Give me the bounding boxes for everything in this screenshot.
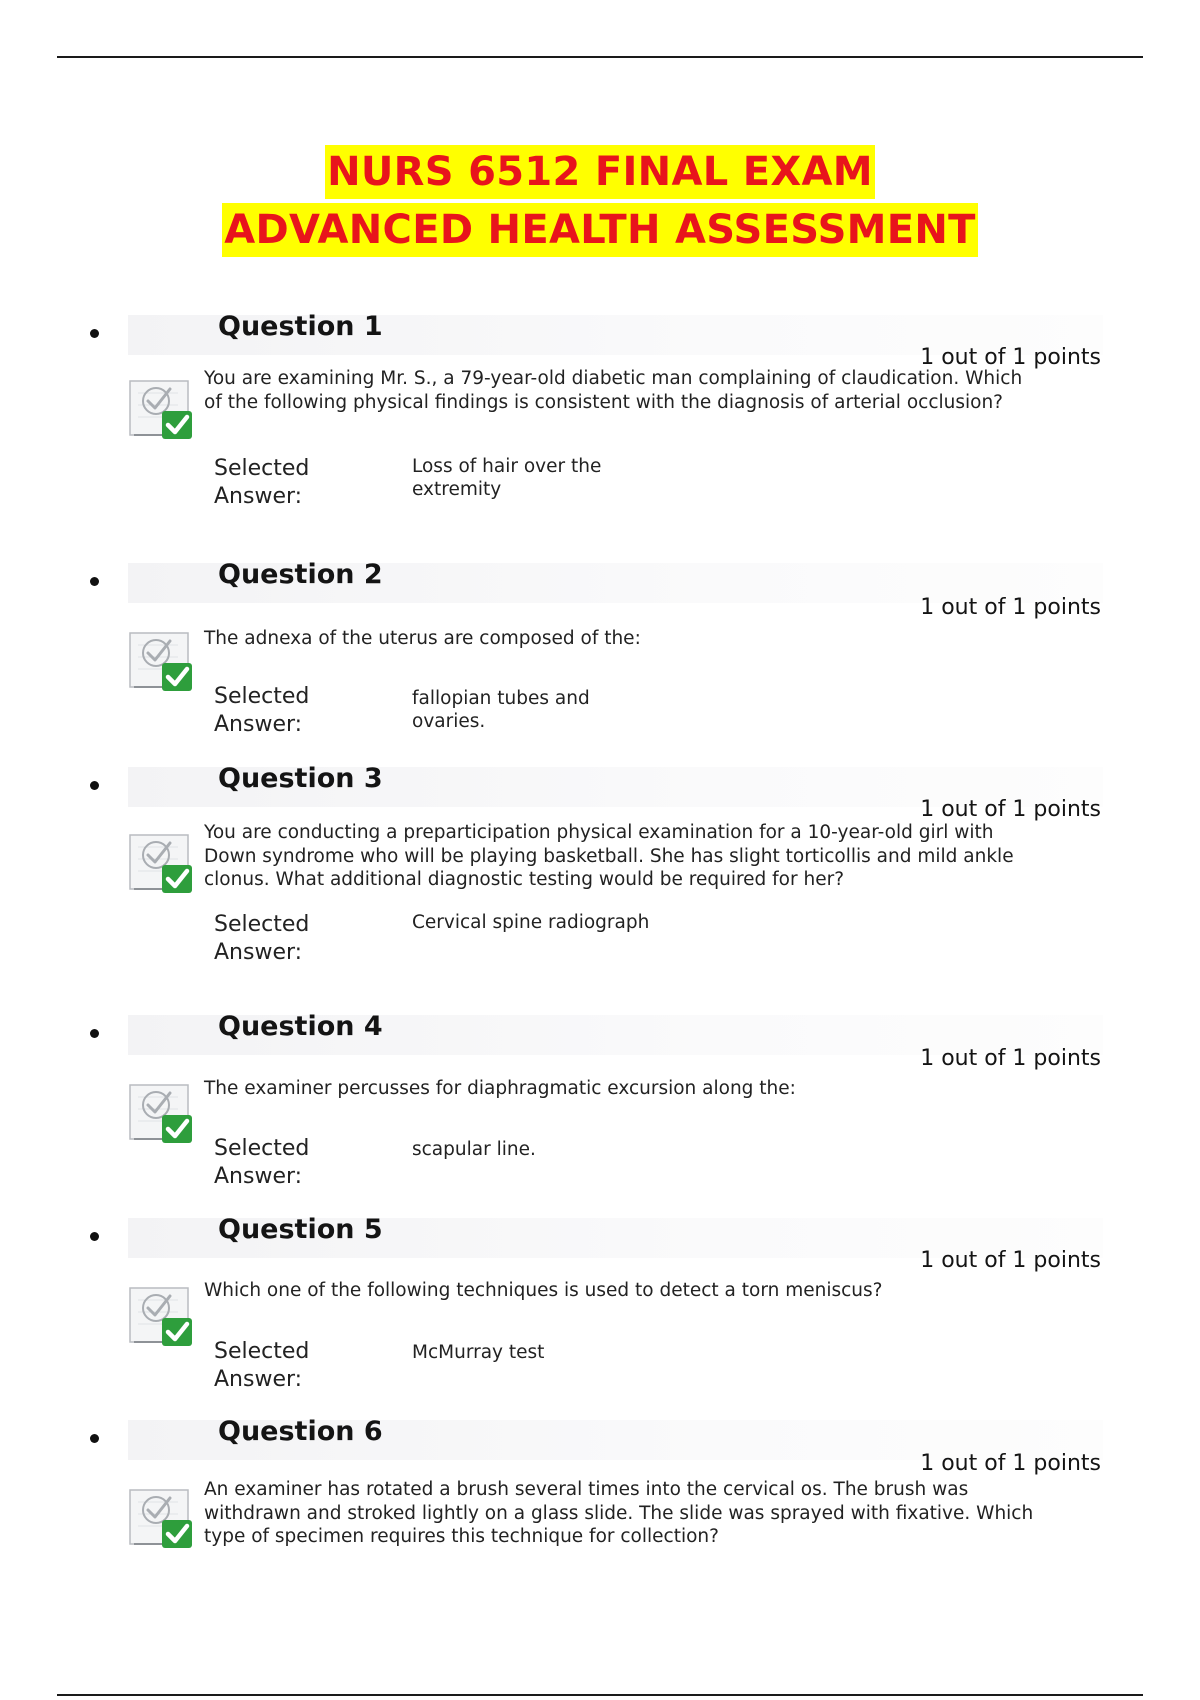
question-text: The adnexa of the uterus are composed of the: <box>204 628 641 649</box>
title-line-2: ADVANCED HEALTH ASSESSMENT <box>222 203 978 257</box>
question-points: 1 out of 1 points <box>920 345 1101 370</box>
selected-answer-value: Cervical spine radiograph <box>412 912 650 933</box>
selected-answer-label: Selected Answer: <box>214 684 310 737</box>
question-text: The examiner percusses for diaphragmatic excursion along the: <box>204 1078 796 1099</box>
question-points: 1 out of 1 points <box>920 1451 1101 1476</box>
question-points: 1 out of 1 points <box>920 595 1101 620</box>
question-body <box>128 1046 1103 1205</box>
bullet-dot <box>90 1434 99 1443</box>
selected-answer-label: Selected Answer: <box>214 456 310 509</box>
bullet-dot <box>90 1029 99 1038</box>
selected-answer-value: McMurray test <box>412 1342 545 1363</box>
graded-correct-check-icon <box>128 1484 196 1552</box>
question-title: Question 5 <box>218 1214 383 1245</box>
question-body <box>128 595 1103 753</box>
question-body <box>128 345 1103 555</box>
title-line-1: NURS 6512 FINAL EXAM <box>325 145 875 199</box>
selected-answer-label: Selected Answer: <box>214 1136 310 1189</box>
graded-correct-check-icon <box>128 1282 196 1350</box>
graded-correct-check-icon <box>128 1079 196 1147</box>
bullet-dot <box>90 1232 99 1241</box>
graded-correct-check-icon <box>128 375 196 443</box>
question-title: Question 6 <box>218 1416 383 1447</box>
selected-answer-value: scapular line. <box>412 1139 536 1160</box>
selected-answer-label: Selected Answer: <box>214 912 310 965</box>
bullet-dot <box>90 577 99 586</box>
graded-correct-check-icon <box>128 627 196 695</box>
question-title: Question 4 <box>218 1011 383 1042</box>
document-title <box>0 145 1200 261</box>
question-body <box>128 1451 1103 1590</box>
question-text: Which one of the following techniques is used to detect a torn meniscus? <box>204 1280 883 1301</box>
question-points: 1 out of 1 points <box>920 1046 1101 1071</box>
question-title: Question 1 <box>218 311 383 342</box>
question-title: Question 2 <box>218 559 383 590</box>
top-rule <box>57 56 1143 58</box>
graded-correct-check-icon <box>128 829 196 897</box>
selected-answer-value: fallopian tubes and ovaries. <box>412 688 590 732</box>
question-text: An examiner has rotated a brush several times into the cervical os. The brush was withdrawn and stroked lightly on a glass slide. The slide was sprayed with fixative. Which type of specimen requires this technique for collection? <box>204 1479 1034 1547</box>
bottom-rule <box>57 1694 1143 1696</box>
bullet-dot <box>90 329 99 338</box>
selected-answer-value: Loss of hair over the extremity <box>412 456 602 500</box>
bullet-dot <box>90 781 99 790</box>
selected-answer-label: Selected Answer: <box>214 1339 310 1392</box>
question-points: 1 out of 1 points <box>920 797 1101 822</box>
question-text: You are conducting a preparticipation physical examination for a 10-year-old girl with Down syndrome who will be playing basketball. She has slight torticollis and mild ankle clonus. What additional diagnostic testing would be required for her? <box>204 822 1014 890</box>
question-body <box>128 1248 1103 1408</box>
question-points: 1 out of 1 points <box>920 1248 1101 1273</box>
question-title: Question 3 <box>218 763 383 794</box>
question-text: You are examining Mr. S., a 79-year-old diabetic man complaining of claudication. Which of the following physical findings is consistent with the diagnosis of arterial occlusion? <box>204 368 1023 413</box>
question-body <box>128 797 1103 1007</box>
